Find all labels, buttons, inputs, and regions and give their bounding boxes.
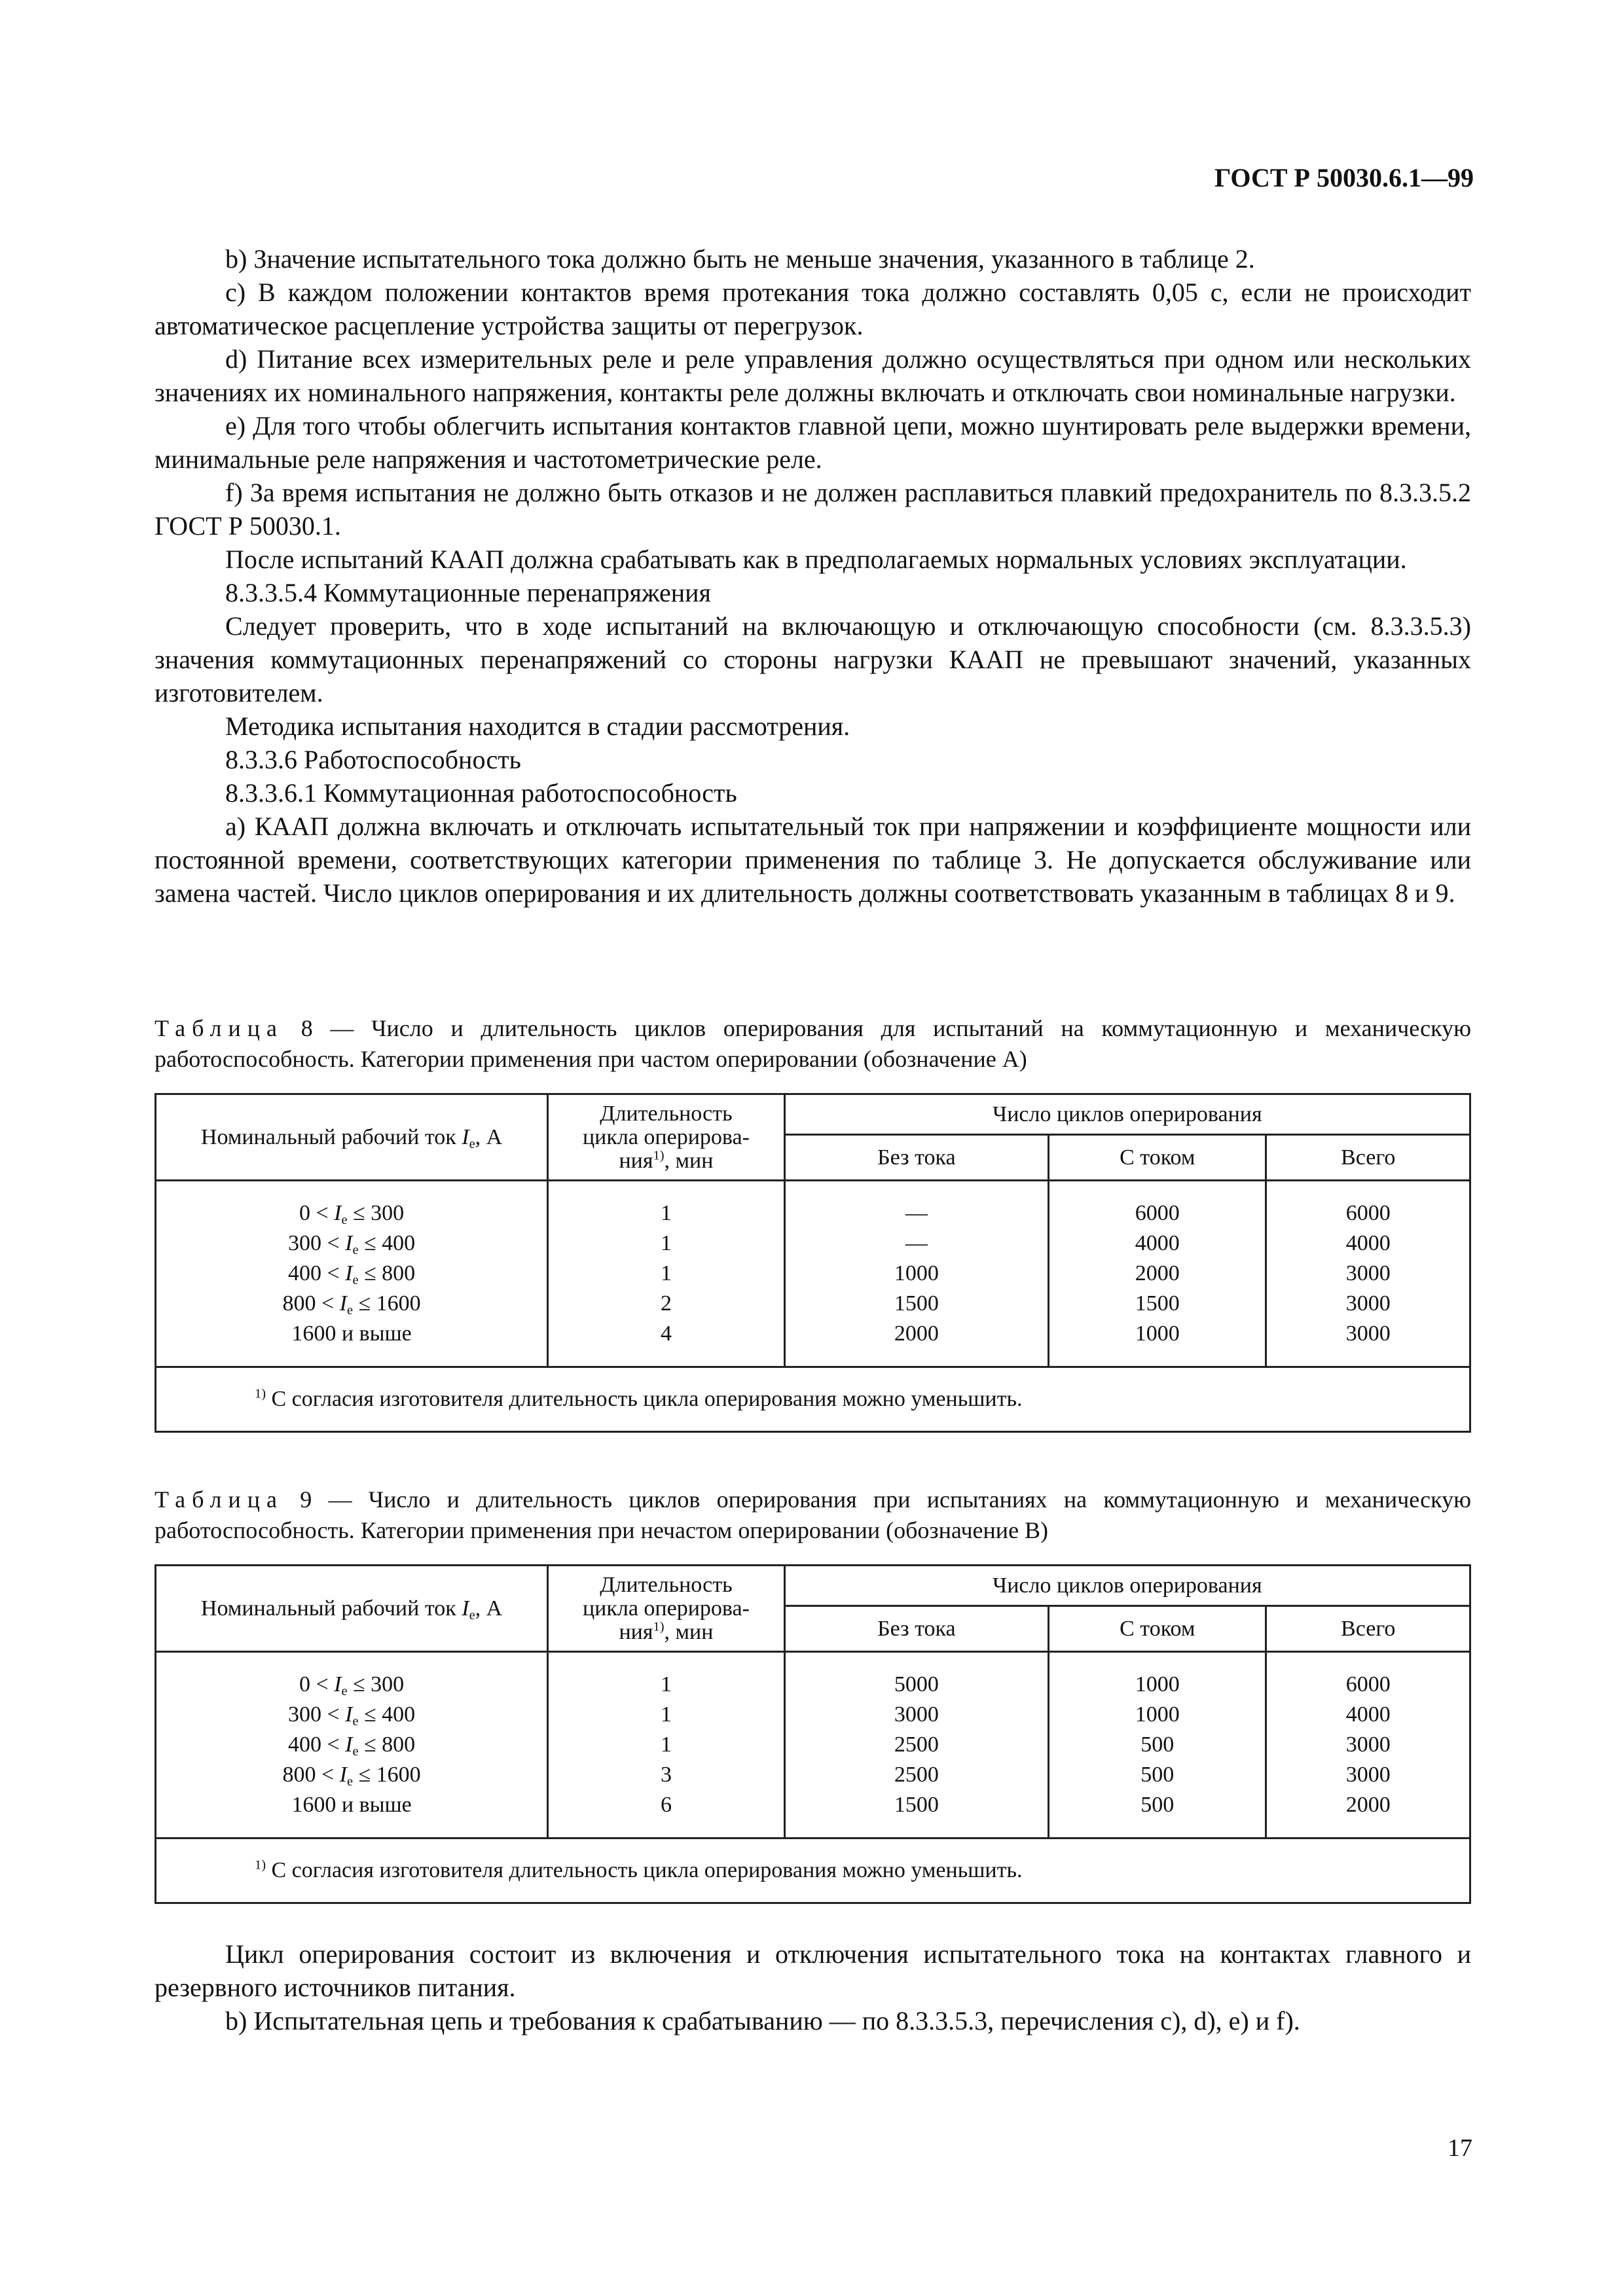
table8-header-no-current: Без тока	[784, 1135, 1048, 1181]
page-number: 17	[1448, 2134, 1472, 2162]
table8-no-current-column: — — 1000 1500 2000	[784, 1181, 1048, 1367]
table9-caption-text: 9 — Число и длительность циклов оперирования при испытаниях на коммутационную и механическую работоспособность. Категории применения при нечастом оперировании (обозначение В)	[155, 1486, 1472, 1543]
table9-header-current: Номинальный рабочий ток $I_e$, А	[156, 1566, 548, 1652]
table9-header-no-current: Без тока	[784, 1606, 1048, 1652]
table9-header-total: Всего	[1266, 1606, 1470, 1652]
table8-header-current: Номинальный рабочий ток $I_e$, А	[156, 1094, 548, 1181]
closing-text	[155, 1937, 1471, 2037]
document-id: ГОСТ Р 50030.6.1—99	[1214, 163, 1474, 192]
paragraph: a) КААП должна включать и отключать испытательный ток при напряжении и коэффициенте мощности или постоянной времени, соответствующих категории применения по таблице 3. Не допускается обслуживание или замена частей. Число циклов оперирования и их длительность должны соответствовать указанным в таблицах 8 и 9.	[155, 812, 1471, 908]
table8-header-duration: Длительность цикла оперирова- ния$^{1)}$, мин	[548, 1094, 785, 1181]
body-text	[155, 242, 1471, 910]
table9-data-row	[156, 1652, 1470, 1839]
table8-duration-column: 1 1 1 2 4	[548, 1181, 785, 1367]
table9-header-with-current: С током	[1049, 1606, 1266, 1652]
paragraph: c) В каждом положении контактов время протекания тока должно составлять 0,05 с, если не происходит автоматическое расцепление устройства защиты от перегрузок.	[155, 278, 1471, 340]
table9-header-cycles: Число циклов оперирования	[784, 1566, 1470, 1606]
paragraph: b) Значение испытательного тока должно быть не меньше значения, указанного в таблице 2.	[225, 244, 1255, 274]
paragraph: Следует проверить, что в ходе испытаний на включающую и отключающую способности (см. 8.3.3.5.3) значения коммутационных перенапряжений со стороны нагрузки КААП не превышают значений, указанных изготовителем.	[155, 611, 1471, 708]
table8-header-with-current: С током	[1049, 1135, 1266, 1181]
table9-duration-column: 1 1 1 3 6	[548, 1652, 785, 1839]
paragraph: После испытаний КААП должна срабатывать как в предполагаемых нормальных условиях эксплуатации.	[225, 545, 1407, 574]
paragraph: Методика испытания находится в стадии рассмотрения.	[225, 711, 850, 741]
paragraph: d) Питание всех измерительных реле и реле управления должно осуществляться при одном или нескольких значениях их номинального напряжения, контакты реле должны включать и отключать свои номинальные нагрузки.	[155, 344, 1471, 407]
table8-caption-label: Таблица	[155, 1015, 283, 1041]
table9-total-column: 6000 4000 3000 3000 2000	[1266, 1652, 1470, 1839]
table8-total-column: 6000 4000 3000 3000 3000	[1266, 1181, 1470, 1367]
table9-caption-label: Таблица	[155, 1486, 283, 1513]
table8-caption	[155, 1013, 1471, 1075]
table8-footnote: $^{1)}$ С согласия изготовителя длительность цикла оперирования можно уменьшить.	[156, 1367, 1470, 1432]
table8-current-column: $0 < I_e \le 300$ $300 < I_e \le 400$ $400 < I_e \le 800$ $800 < I_e \le 1600$ 1600 и выше	[156, 1181, 548, 1367]
table9-current-column: $0 < I_e \le 300$ $300 < I_e \le 400$ $400 < I_e \le 800$ $800 < I_e \le 1600$ 1600 и выше	[156, 1652, 548, 1839]
table9-header-duration: Длительность цикла оперирова- ния$^{1)}$, мин	[548, 1566, 785, 1652]
paragraph: f) За время испытания не должно быть отказов и не должен расплавиться плавкий предохранитель по 8.3.3.5.2 ГОСТ Р 50030.1.	[155, 478, 1471, 541]
table8-with-current-column: 6000 4000 2000 1500 1000	[1049, 1181, 1266, 1367]
table8-data-row	[156, 1181, 1470, 1367]
table9-no-current-column: 5000 3000 2500 2500 1500	[784, 1652, 1048, 1839]
table8	[155, 1093, 1471, 1433]
paragraph: Цикл оперирования состоит из включения и отключения испытательного тока на контактах главного и резервного источников питания.	[155, 1939, 1471, 2002]
section-heading: 8.3.3.5.4 Коммутационные перенапряжения	[225, 578, 711, 607]
table8-header-cycles: Число циклов оперирования	[784, 1094, 1470, 1135]
table9-caption	[155, 1484, 1471, 1546]
table9-with-current-column: 1000 1000 500 500 500	[1049, 1652, 1266, 1839]
paragraph: e) Для того чтобы облегчить испытания контактов главной цепи, можно шунтировать реле выдержки времени, минимальные реле напряжения и частотометрические реле.	[155, 411, 1471, 474]
section-heading: 8.3.3.6.1 Коммутационная работоспособность	[225, 778, 737, 808]
paragraph: b) Испытательная цепь и требования к срабатыванию — по 8.3.3.5.3, перечисления c), d), e) и f).	[225, 2006, 1300, 2036]
table8-caption-text: 8 — Число и длительность циклов оперирования для испытаний на коммутационную и механическую работоспособность. Категории применения при частом оперировании (обозначение А)	[155, 1015, 1471, 1072]
table9	[155, 1564, 1471, 1904]
section-heading: 8.3.3.6 Работоспособность	[225, 745, 521, 774]
table8-header-total: Всего	[1266, 1135, 1470, 1181]
table9-footnote: $^{1)}$ С согласия изготовителя длительность цикла оперирования можно уменьшить.	[156, 1839, 1470, 1903]
